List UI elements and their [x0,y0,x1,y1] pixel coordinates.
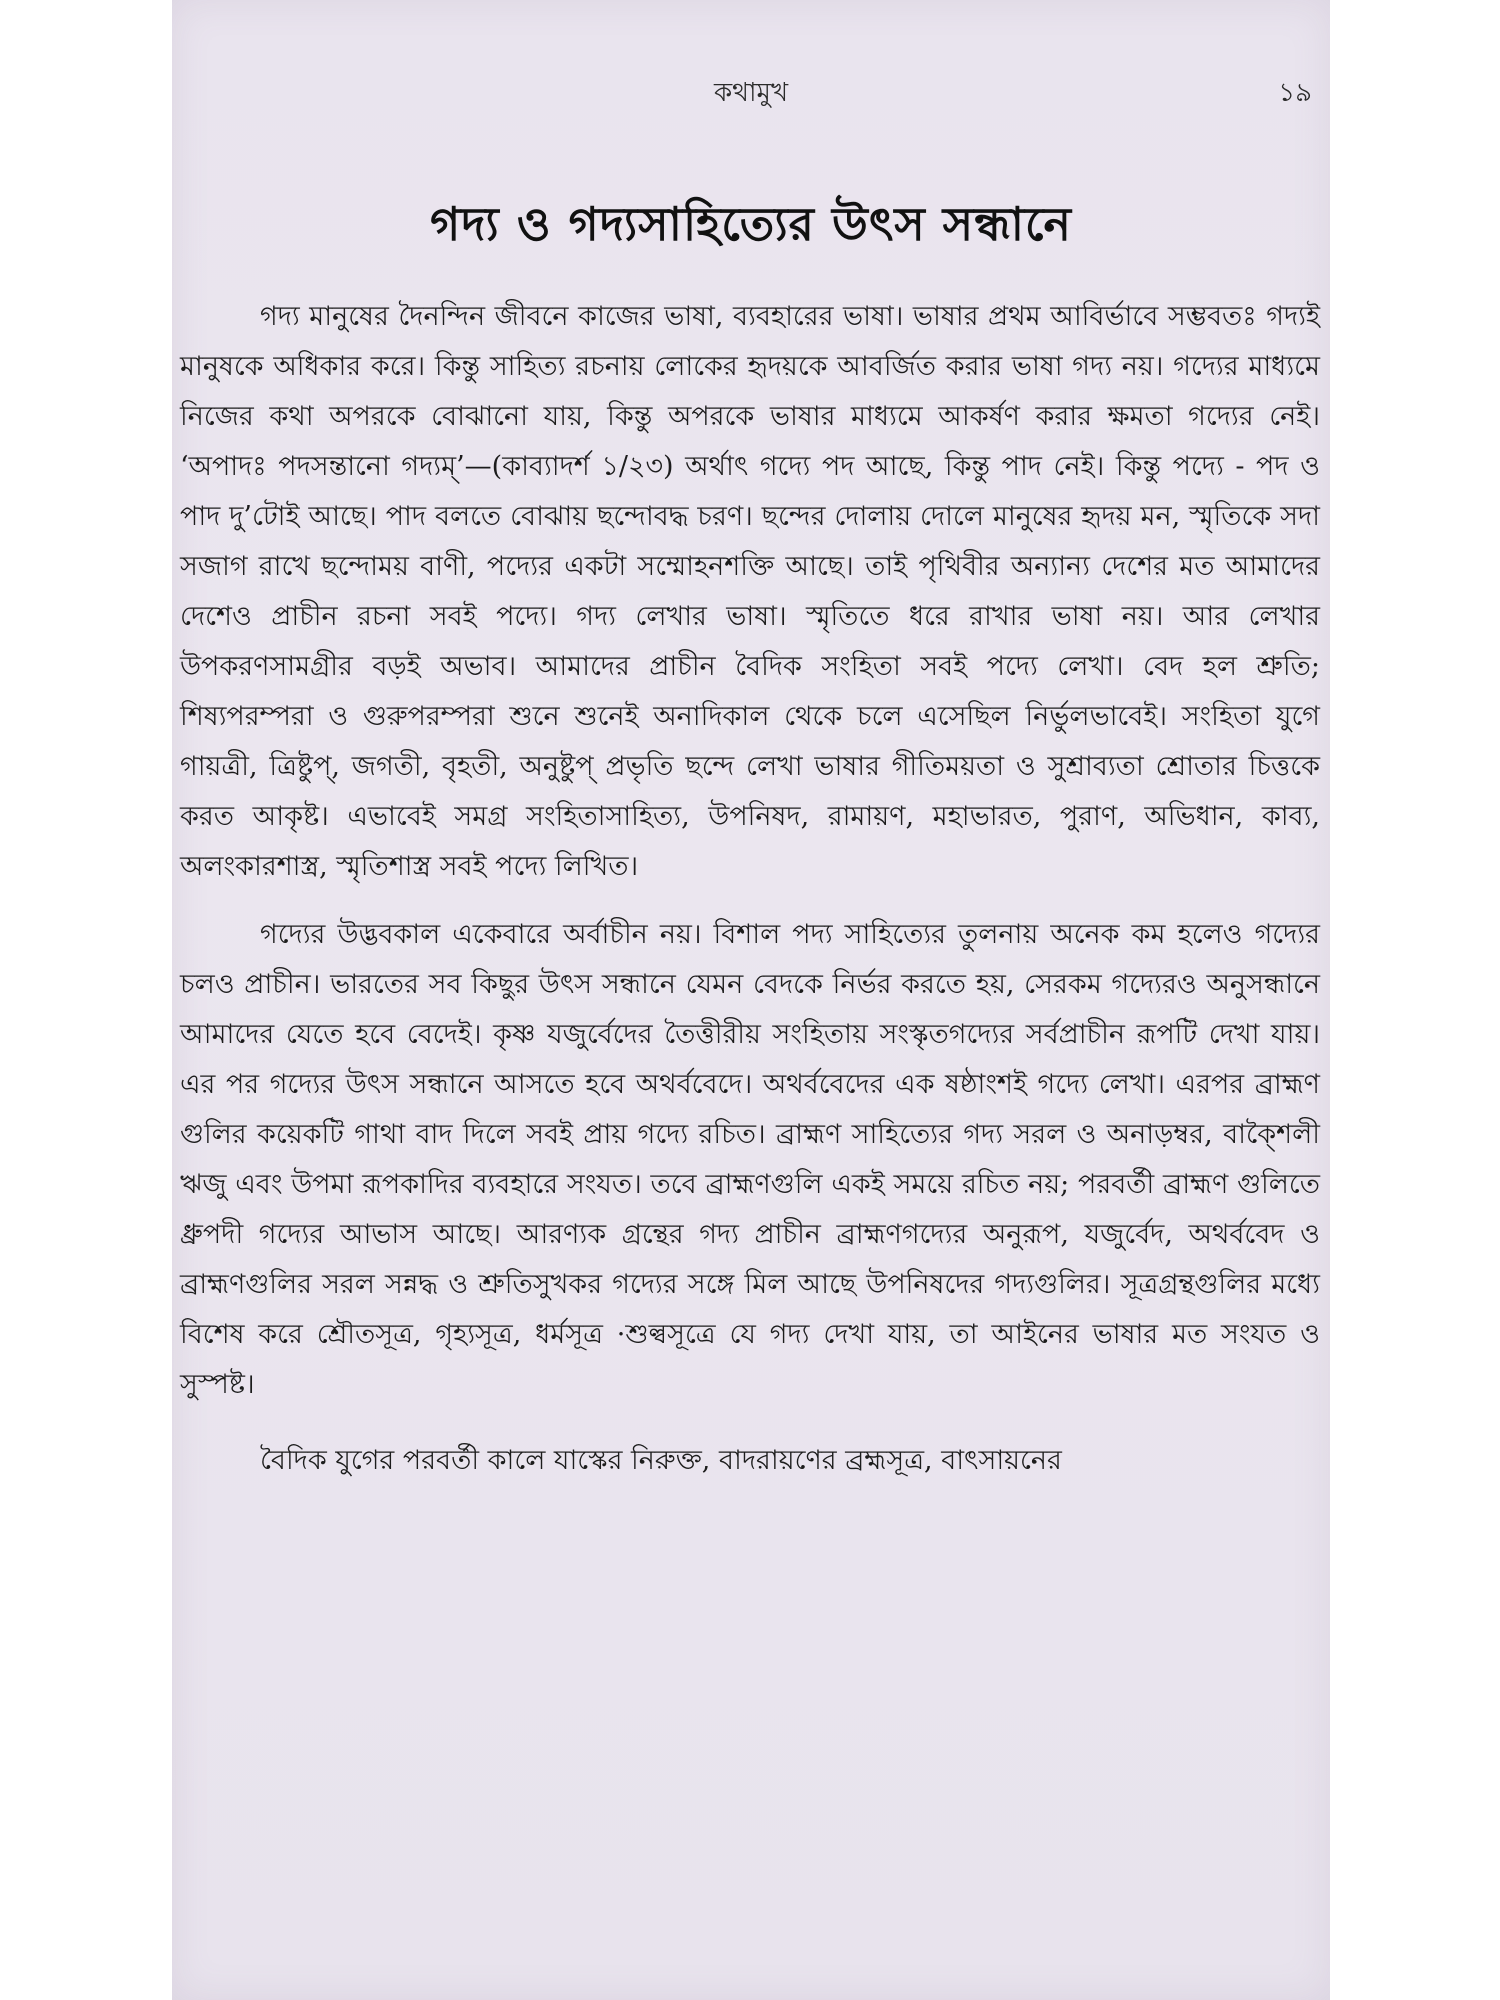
paragraph-1: গদ্য মানুষের দৈনন্দিন জীবনে কাজের ভাষা, ব্যবহারের ভাষা। ভাষার প্রথম আবির্ভাবে সম্ভবতঃ গদ্যই মানুষকে অধিকার করে। কিন্তু সাহিত্য রচনায় লোকের হৃদয়কে আবর্জিত করার ভাষা গদ্য নয়। গদ্যের মাধ্যমে নিজের কথা অপরকে বোঝানো যায়, কিন্তু অপরকে ভাষার মাধ্যমে আকর্ষণ করার ক্ষমতা গদ্যের নেই। ‘অপাদঃ পদসন্তানো গদ্যম্’—(কাব্যাদর্শ ১/২৩) অর্থাৎ গদ্যে পদ আছে, কিন্তু পাদ নেই। কিন্তু পদ্যে - পদ ও পাদ দু’টোই আছে। পাদ বলতে বোঝায় ছন্দোবদ্ধ চরণ। ছন্দের দোলায় দোলে মানুষের হৃদয় মন, স্মৃতিকে সদা সজাগ রাখে ছন্দোময় বাণী, পদ্যের একটা সম্মোহনশক্তি আছে। তাই পৃথিবীর অন্যান্য দেশের মত আমাদের দেশেও প্রাচীন রচনা সবই পদ্যে। গদ্য লেখার ভাষা। স্মৃতিতে ধরে রাখার ভাষা নয়। আর লেখার উপকরণসামগ্রীর বড়ই অভাব। আমাদের প্রাচীন বৈদিক সংহিতা সবই পদ্যে লেখা। বেদ হল শ্রুতি; শিষ্যপরম্পরা ও গুরুপরম্পরা শুনে শুনেই অনাদিকাল থেকে চলে এসেছিল নির্ভুলভাবেই। সংহিতা যুগে গায়ত্রী, ত্রিষ্টুপ্, জগতী, বৃহতী, অনুষ্টুপ্ প্রভৃতি ছন্দে লেখা ভাষার গীতিময়তা ও সুশ্রাব্যতা শ্রোতার চিত্তকে করত আকৃষ্ট। এভাবেই সমগ্র সংহিতাসাহিত্য, উপনিষদ, রামায়ণ, মহাভারত, পুরাণ, অভিধান, কাব্য, অলংকারশাস্ত্র, স্মৃতিশাস্ত্র সবই পদ্যে লিখিত। [180,301,1320,882]
chapter-title: গদ্য ও গদ্যসাহিত্যের উৎস সন্ধানে [430,197,1072,251]
running-title: কথামুখ [713,78,789,108]
running-header [172,72,1330,112]
paragraph-2: গদ্যের উদ্ভবকাল একেবারে অর্বাচীন নয়। বিশাল পদ্য সাহিত্যের তুলনায় অনেক কম হলেও গদ্যের চলও প্রাচীন। ভারতের সব কিছুর উৎস সন্ধানে যেমন বেদকে নির্ভর করতে হয়, সেরকম গদ্যেরও অনুসন্ধানে আমাদের যেতে হবে বেদেই। কৃষ্ণ যজুর্বেদের তৈত্তীরীয় সংহিতায় সংস্কৃতগদ্যের সর্বপ্রাচীন রূপটি দেখা যায়। এর পর গদ্যের উৎস সন্ধানে আসতে হবে অথর্ববেদে। অথর্ববেদের এক ষষ্ঠাংশই গদ্যে লেখা। এরপর ব্রাহ্মণ গুলির কয়েকটি গাথা বাদ দিলে সবই প্রায় গদ্যে রচিত। ব্রাহ্মণ সাহিত্যের গদ্য সরল ও অনাড়ম্বর, বাক্শৈলী ঋজু এবং উপমা রূপকাদির ব্যবহারে সংযত। তবে ব্রাহ্মণগুলি একই সময়ে রচিত নয়; পরবর্তী ব্রাহ্মণ গুলিতে ধ্রুপদী গদ্যের আভাস আছে। আরণ্যক গ্রন্থের গদ্য প্রাচীন ব্রাহ্মণগদ্যের অনুরূপ, যজুর্বেদ, অথর্ববেদ ও ব্রাহ্মণগুলির সরল সন্নদ্ধ ও শ্রুতিসুখকর গদ্যের সঙ্গে মিল আছে উপনিষদের গদ্যগুলির। সূত্রগ্রন্থগুলির মধ্যে বিশেষ করে শ্রৌতসূত্র, গৃহ্যসূত্র, ধর্মসূত্র ·শুল্বসূত্রে যে গদ্য দেখা যায়, তা আইনের ভাষার মত সংযত ও সুস্পষ্ট। [180,919,1320,1400]
paragraph-3: বৈদিক যুগের পরবর্তী কালে যাস্কের নিরুক্ত, বাদরায়ণের ব্রহ্মসূত্র, বাৎসায়নের [260,1445,1062,1476]
body-text [180,292,1320,1504]
book-page [172,0,1330,2000]
page-number: ১৯ [1278,78,1312,108]
